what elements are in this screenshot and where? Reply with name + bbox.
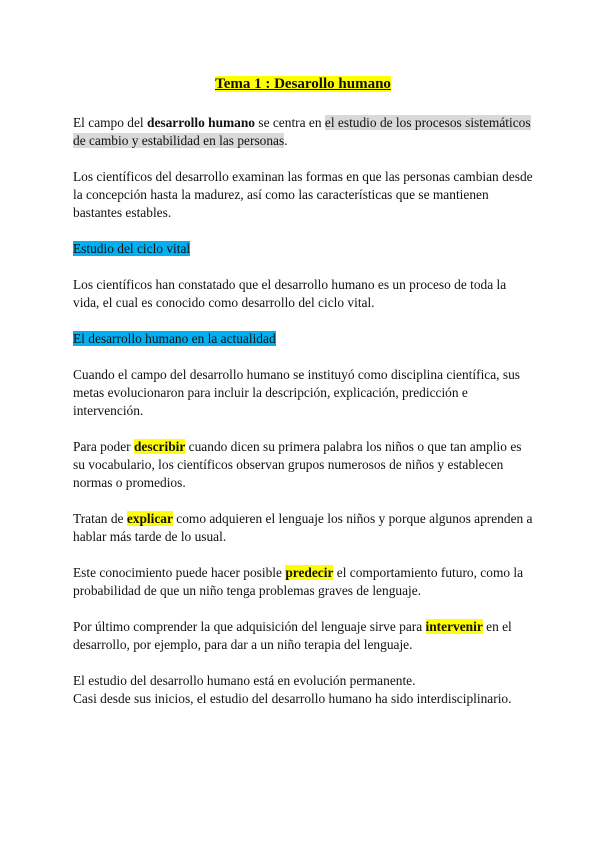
section-heading-ciclo bbox=[73, 240, 533, 258]
intervenir-paragraph bbox=[73, 618, 533, 654]
ciclo-paragraph: Los científicos han constatado que el desarrollo humano es un proceso de toda la vida, el cual es conocido como desarrollo del ciclo vital. bbox=[73, 277, 507, 310]
explicar-keyword: explicar bbox=[126, 511, 173, 526]
intro-bold-term: desarrollo humano bbox=[147, 115, 256, 130]
disciplina-paragraph: Cuando el campo del desarrollo humano se instituyó como disciplina científica, sus metas evolucionaron para incluir la descripción, explicación, predicción e intervención. bbox=[73, 367, 520, 418]
closing-line-1: El estudio del desarrollo humano está en evolución permanente. bbox=[73, 673, 416, 688]
describir-keyword: describir bbox=[133, 439, 186, 454]
section-heading-ciclo-text: Estudio del ciclo vital bbox=[73, 241, 191, 256]
intro-after: . bbox=[284, 133, 288, 148]
section-heading-actualidad bbox=[73, 330, 533, 348]
page-title-text: Tema 1 : Desarollo humano bbox=[215, 76, 391, 92]
describir-paragraph bbox=[73, 438, 533, 492]
section-heading-actualidad-text: El desarrollo humano en la actualidad bbox=[73, 331, 276, 346]
intro-paragraph bbox=[73, 114, 533, 150]
page-title bbox=[73, 74, 533, 94]
predecir-after: el comportamiento futuro, como la probabilidad de que un niño tenga problemas graves de lenguaje. bbox=[73, 565, 524, 598]
intro-middle: se centra en bbox=[255, 115, 325, 130]
predecir-paragraph bbox=[73, 564, 533, 600]
describir-before: Para poder bbox=[73, 439, 134, 454]
explicar-paragraph bbox=[73, 510, 533, 546]
document-page bbox=[73, 74, 533, 708]
intro-before: El campo del bbox=[73, 115, 147, 130]
closing-line-2: Casi desde sus inicios, el estudio del desarrollo humano ha sido interdisciplinario. bbox=[73, 691, 512, 706]
explicar-after: como adquieren el lenguaje los niños y porque algunos aprenden a hablar más tarde de lo usual. bbox=[73, 511, 533, 544]
intro-highlight: el estudio de los procesos sistemáticos de cambio y estabilidad en las personas bbox=[73, 115, 531, 148]
explicar-before: Tratan de bbox=[73, 511, 127, 526]
intervenir-after: en el desarrollo, por ejemplo, para dar a un niño terapia del lenguaje. bbox=[73, 619, 512, 652]
predecir-keyword: predecir bbox=[285, 565, 334, 580]
intervenir-keyword: intervenir bbox=[425, 619, 483, 634]
describir-after: cuando dicen su primera palabra los niños o que tan amplio es su vocabulario, los científicos observan grupos numerosos de niños y establecen normas o promedios. bbox=[73, 439, 522, 490]
predecir-before: Este conocimiento puede hacer posible bbox=[73, 565, 286, 580]
cientificos-paragraph: Los científicos del desarrollo examinan las formas en que las personas cambian desde la concepción hasta la madurez, así como las características que se mantienen bastantes estables. bbox=[73, 169, 533, 220]
intervenir-before: Por último comprender la que adquisición del lenguaje sirve para bbox=[73, 619, 426, 634]
